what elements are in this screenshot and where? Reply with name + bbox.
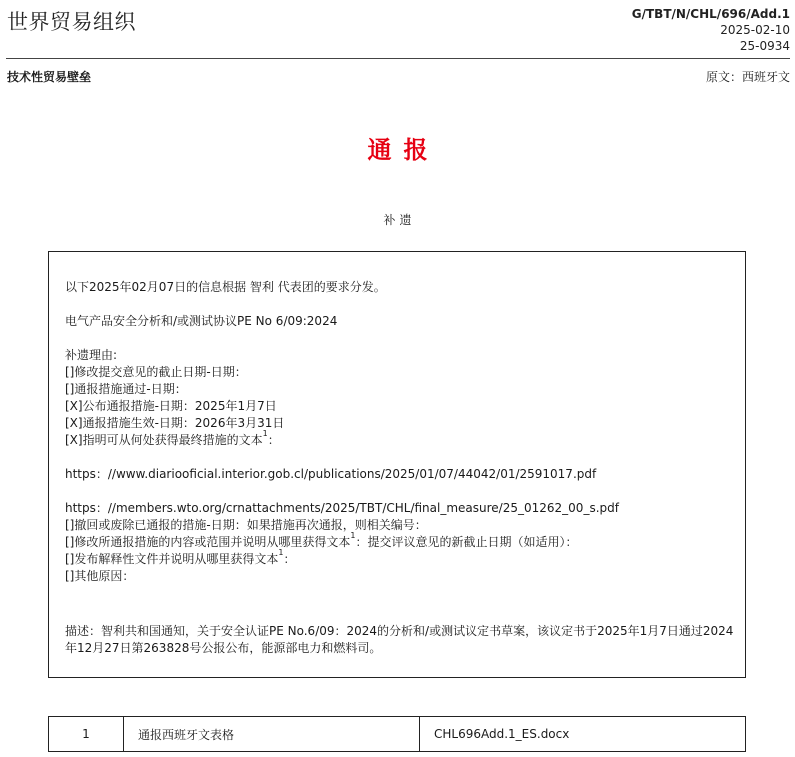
document-date: 2025-02-10 bbox=[720, 23, 790, 37]
reason-item-text: [X]指明可从何处获得最终措施的文本 bbox=[65, 433, 263, 447]
reason-item-text: []修改所通报措施的内容或范围并说明从哪里获得文本 bbox=[65, 535, 351, 549]
reason-item bbox=[65, 533, 577, 550]
notification-content-box bbox=[48, 251, 746, 678]
footnote-mark: 1 bbox=[262, 429, 268, 438]
org-name: 世界贸易组织 bbox=[7, 10, 136, 34]
reason-item: []其他原因： bbox=[65, 569, 135, 583]
reason-item-text: []发布解释性文件并说明从哪里获得文本 bbox=[65, 552, 279, 566]
attachment-table bbox=[48, 716, 746, 752]
reason-item: []修改提交意见的截止日期-日期： bbox=[65, 365, 247, 379]
measure-title: 电气产品安全分析和/或测试协议PE No 6/09:2024 bbox=[65, 314, 338, 328]
reason-item: []撤回或废除已通报的措施-日期：如果措施再次通报，则相关编号： bbox=[65, 518, 427, 532]
reason-item: [X]公布通报措施-日期：2025年1月7日 bbox=[65, 399, 277, 413]
reason-item-text-cont: ： bbox=[283, 552, 296, 566]
footnote-mark: 1 bbox=[350, 531, 356, 540]
final-measure-attachment-link[interactable]: https：//members.wto.org/crnattachments/2025/TBT/CHL/final_measure/25_01262_00_s.pdf bbox=[65, 501, 619, 515]
reason-item: [X]通报措施生效-日期：2026年3月31日 bbox=[65, 416, 285, 430]
footnote-mark: 1 bbox=[278, 548, 284, 557]
reason-heading: 补遗理由: bbox=[65, 348, 118, 362]
attachment-name: 通报西班牙文表格 bbox=[124, 717, 420, 752]
final-measure-link[interactable]: https：//www.diariooficial.interior.gob.cl/publications/2025/01/07/44042/01/2591017.pdf bbox=[65, 467, 597, 481]
reason-item-text-cont: ：提交评议意见的新截止日期（如适用）： bbox=[355, 535, 578, 549]
intro-text: 以下2025年02月07日的信息根据 智利 代表团的要求分发。 bbox=[65, 280, 386, 294]
reason-item: []通报措施通过-日期： bbox=[65, 382, 187, 396]
document-symbol: G/TBT/N/CHL/696/Add.1 bbox=[631, 7, 790, 21]
original-language: 原文：西班牙文 bbox=[705, 70, 790, 84]
table-row bbox=[49, 717, 746, 752]
attachment-file-link[interactable]: CHL696Add.1_ES.docx bbox=[420, 717, 746, 752]
committee-name: 技术性贸易壁垒 bbox=[7, 70, 92, 84]
description-text: 描述：智利共和国通知，关于安全认证PE No.6/09：2024的分析和/或测试议定书草案，该议定书于2025年1月7日通过2024年12月27日第263828号公报公布，能源部电力和燃料司。 bbox=[65, 624, 734, 655]
notification-title: 通报 bbox=[367, 136, 440, 164]
reason-item bbox=[65, 550, 295, 567]
reason-item: [X]指明可从何处获得最终措施的文本$^1$： bbox=[65, 429, 280, 447]
header-divider bbox=[6, 58, 790, 59]
document-meta bbox=[632, 6, 790, 54]
document-number: 25-0934 bbox=[739, 39, 790, 53]
attachment-index: 1 bbox=[49, 717, 124, 752]
addendum-label: 补遗 bbox=[383, 213, 416, 227]
